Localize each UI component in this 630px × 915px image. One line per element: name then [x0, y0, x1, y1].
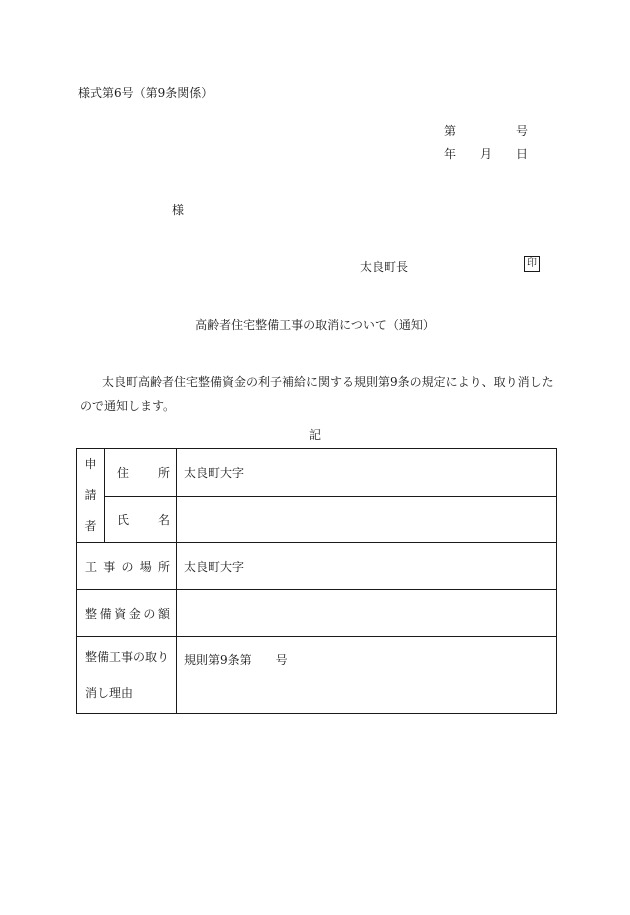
amount-label-char: 額	[157, 606, 170, 621]
applicant-char: 者	[84, 519, 97, 533]
reason-label-line2: 消し理由	[85, 686, 134, 700]
document-number	[444, 122, 528, 139]
amount-label-char: 資	[114, 606, 127, 621]
doc-number-prefix: 第	[444, 124, 457, 138]
site-label-char: 場	[139, 559, 152, 574]
address-label-char: 所	[157, 465, 170, 480]
table-row	[77, 496, 557, 543]
address-label-char: 住	[117, 465, 130, 480]
table-row	[77, 637, 557, 714]
doc-number-suffix: 号	[515, 124, 528, 138]
applicant-label-cell	[77, 449, 105, 543]
document-title: 高齢者住宅整備工事の取消について（通知）	[195, 318, 435, 332]
table-row	[77, 449, 557, 497]
table-row	[77, 590, 557, 637]
name-label-char: 名	[157, 512, 170, 527]
amount-label-cell	[77, 590, 177, 637]
amount-label-char: 金	[128, 606, 141, 621]
reason-label-cell	[77, 637, 177, 714]
form-number-label: 様式第6号（第9条関係）	[78, 86, 214, 100]
ki-heading: 記	[308, 428, 321, 442]
applicant-char: 請	[84, 488, 97, 502]
details-table	[76, 448, 557, 714]
addressee-honorific: 様	[172, 203, 185, 217]
seal-stamp: 印	[524, 256, 540, 272]
address-value: 太良町大字	[177, 449, 557, 497]
name-value	[177, 496, 557, 543]
amount-label-char: 整	[85, 606, 98, 621]
date-month: 月	[479, 147, 492, 161]
amount-label-char: 備	[99, 606, 112, 621]
amount-value	[177, 590, 557, 637]
issuer-name: 太良町長	[360, 260, 409, 274]
site-label-char: 所	[157, 559, 170, 574]
site-label-char: 工	[85, 559, 98, 574]
applicant-char: 申	[84, 457, 97, 471]
document-date	[444, 145, 528, 162]
reason-label-line1: 整備工事の取り	[85, 650, 170, 664]
reason-value: 規則第9条第 号	[177, 637, 557, 714]
name-label-char: 氏	[117, 512, 130, 527]
table-row	[77, 543, 557, 590]
site-label-char: 事	[103, 559, 116, 574]
address-label-cell	[105, 449, 177, 497]
date-day: 日	[515, 147, 528, 161]
amount-label-char: の	[143, 606, 156, 621]
site-value: 太良町大字	[177, 543, 557, 590]
name-label-cell	[105, 496, 177, 543]
body-text: 太良町高齢者住宅整備資金の利子補給に関する規則第9条の規定により、取り消したので通知します。	[80, 375, 554, 413]
site-label-char: の	[121, 559, 134, 574]
site-label-cell	[77, 543, 177, 590]
date-year: 年	[444, 147, 457, 161]
